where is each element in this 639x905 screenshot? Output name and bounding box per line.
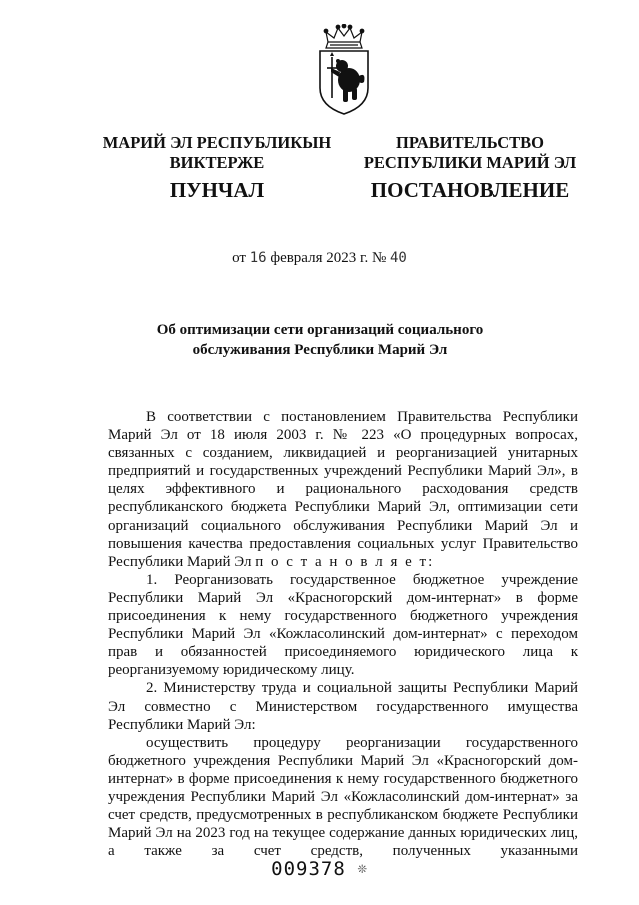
ornament-star-icon: ❊ [357,859,368,877]
resolves-word: п о с т а н о в л я е т [255,553,429,570]
serial-number-text: 009378 [271,858,346,880]
paragraph-preamble [108,408,578,571]
title-line-2: обслуживания Республики Марий Эл [192,342,448,358]
date-prefix: от [232,250,246,266]
header-right [362,133,578,173]
doc-type-russian: ПОСТАНОВЛЕНИЕ [370,178,570,202]
paragraph-2: 2. Министерству труда и социальной защиты Республики Марий Эл совместно с Министерством государственного имущества Республики Марий Эл: [108,680,578,733]
doc-type-mari: ПУНЧАЛ [169,178,265,202]
coat-of-arms-icon [316,24,372,116]
header-left [98,133,336,173]
preamble-text: В соответствии с постановлением Правительства Республики Марий Эл от 18 июля 2003 г. № 223 «О процедурных вопросах, связанных с созданием, ликвидацией и реорганизацией унитарных предприятий и государственных учреждений Республики Марий Эл», в целях эффективного и рационального расходования средств республиканского бюджета Республики Марий Эл, оптимизации сети организаций социального обслуживания Республики Марий Эл и повышения качества предоставления социальных услуг Правительство Республики Марий Эл [108,409,578,570]
date-month-year: февраля 2023 г. № [270,250,387,266]
preamble-colon: : [428,553,433,570]
header-left-line-2: ВИКТЕРЖЕ [169,153,265,172]
document-number: 40 [390,250,407,266]
header-left-line-1: МАРИЙ ЭЛ РЕСПУБЛИКЫН [102,133,332,152]
serial-number [0,858,639,880]
title-line-1: Об оптимизации сети организаций социального [156,322,484,338]
header-right-line-2: РЕСПУБЛИКИ МАРИЙ ЭЛ [363,153,577,172]
date-day: 16 [249,250,267,266]
date-number-line [0,250,639,267]
document-body [108,408,578,860]
header-right-line-1: ПРАВИТЕЛЬСТВО [396,133,544,152]
paragraph-2-sub: осуществить процедуру реорганизации государственного бюджетного учреждения Республики Марий Эл «Красногорский дом-интернат» в форме присоединения к нему государственного бюджетного учреждения Республики Марий Эл «Кожласолинский дом-интернат» за счет средств, предусмотренных в республиканском бюджете Республики Марий Эл на 2023 год на текущее содержание данных юридических лиц, а также за счет средств, полученных указанными [108,734,578,860]
paragraph-1: 1. Реорганизовать государственное бюджетное учреждение Республики Марий Эл «Красногорский дом-интернат» в форме присоединения к нему государственного бюджетного учреждения Республики Марий Эл «Кожласолинский дом-интернат» с переходом прав и обязанностей присоединяемого юридического лица к реорганизуемому юридическому лицу. [108,571,578,679]
document-title [120,320,520,360]
